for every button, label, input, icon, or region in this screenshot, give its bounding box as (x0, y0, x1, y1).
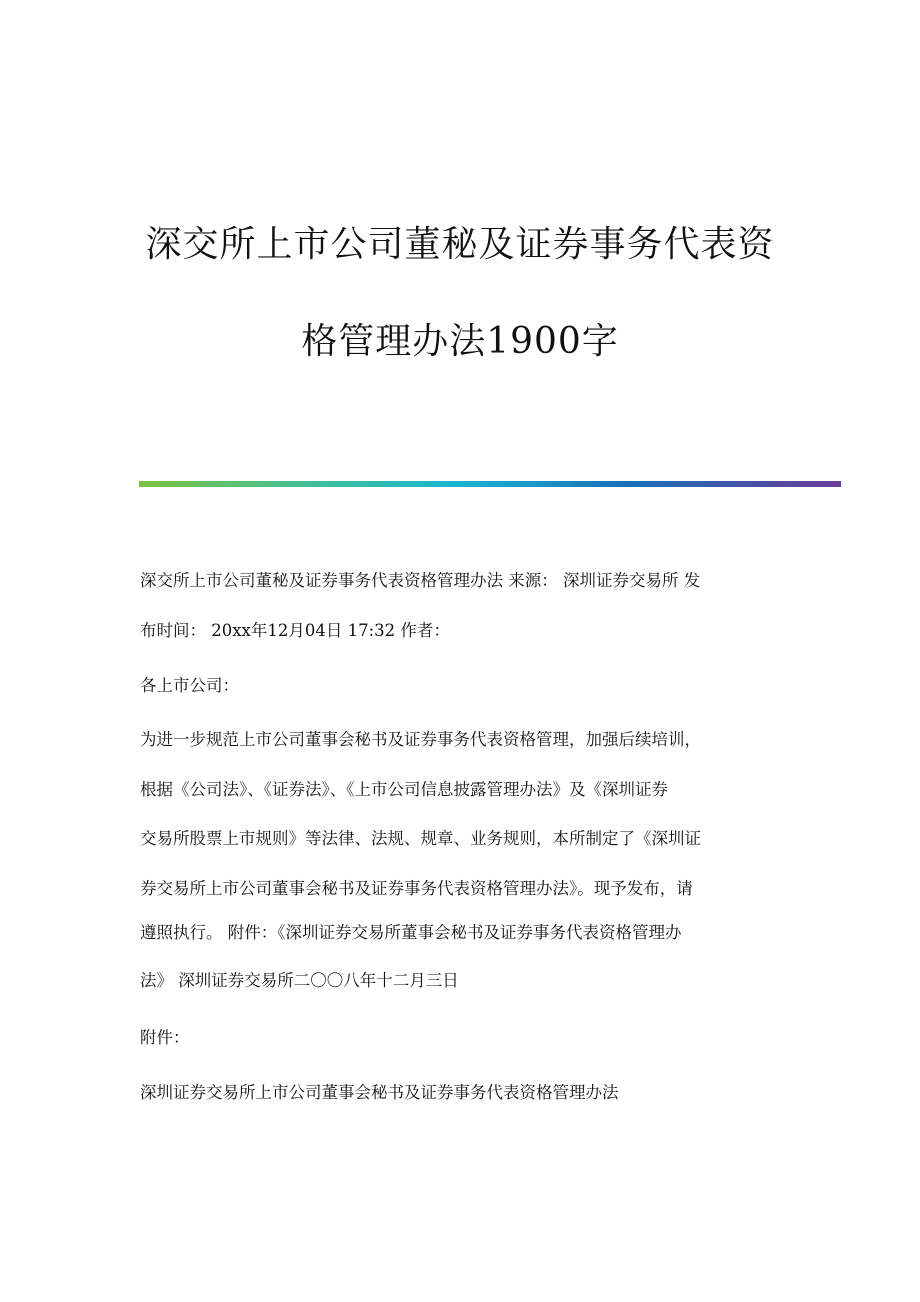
notice-line-1: 为进一步规范上市公司董事会秘书及证券事务代表资格管理，加强后续培训， (140, 730, 701, 749)
notice-line-4: 券交易所上市公司董事会秘书及证券事务代表资格管理办法》。现予发布，请 (140, 879, 693, 898)
notice-line-2: 根据《公司法》、《证券法》、《上市公司信息披露管理办法》及《深圳证券 (140, 780, 668, 799)
document-title-line-1: 深交所上市公司董秘及证券事务代表资 (145, 224, 775, 265)
notice-line-5: 遵照执行。 附件：《深圳证券交易所董事会秘书及证券事务代表资格管理办 (140, 923, 682, 942)
notice-line-3: 交易所股票上市规则》等法律、法规、规章、业务规则，本所制定了《深圳证 (140, 829, 701, 848)
notice-line-6: 法》 深圳证券交易所二〇〇八年十二月三日 (140, 971, 459, 990)
attachment-title: 深圳证券交易所上市公司董事会秘书及证券事务代表资格管理办法 (140, 1083, 619, 1102)
salutation: 各上市公司： (140, 676, 239, 695)
gradient-divider (139, 481, 841, 487)
document-title-line-2: 格管理办法1900字 (301, 321, 619, 362)
source-line-2: 布时间： 20xx年12月04日 17:32 作者： (140, 621, 450, 640)
source-line-1: 深交所上市公司董秘及证券事务代表资格管理办法 来源： 深圳证券交易所 发 (140, 571, 701, 590)
attachment-label: 附件： (140, 1028, 190, 1047)
